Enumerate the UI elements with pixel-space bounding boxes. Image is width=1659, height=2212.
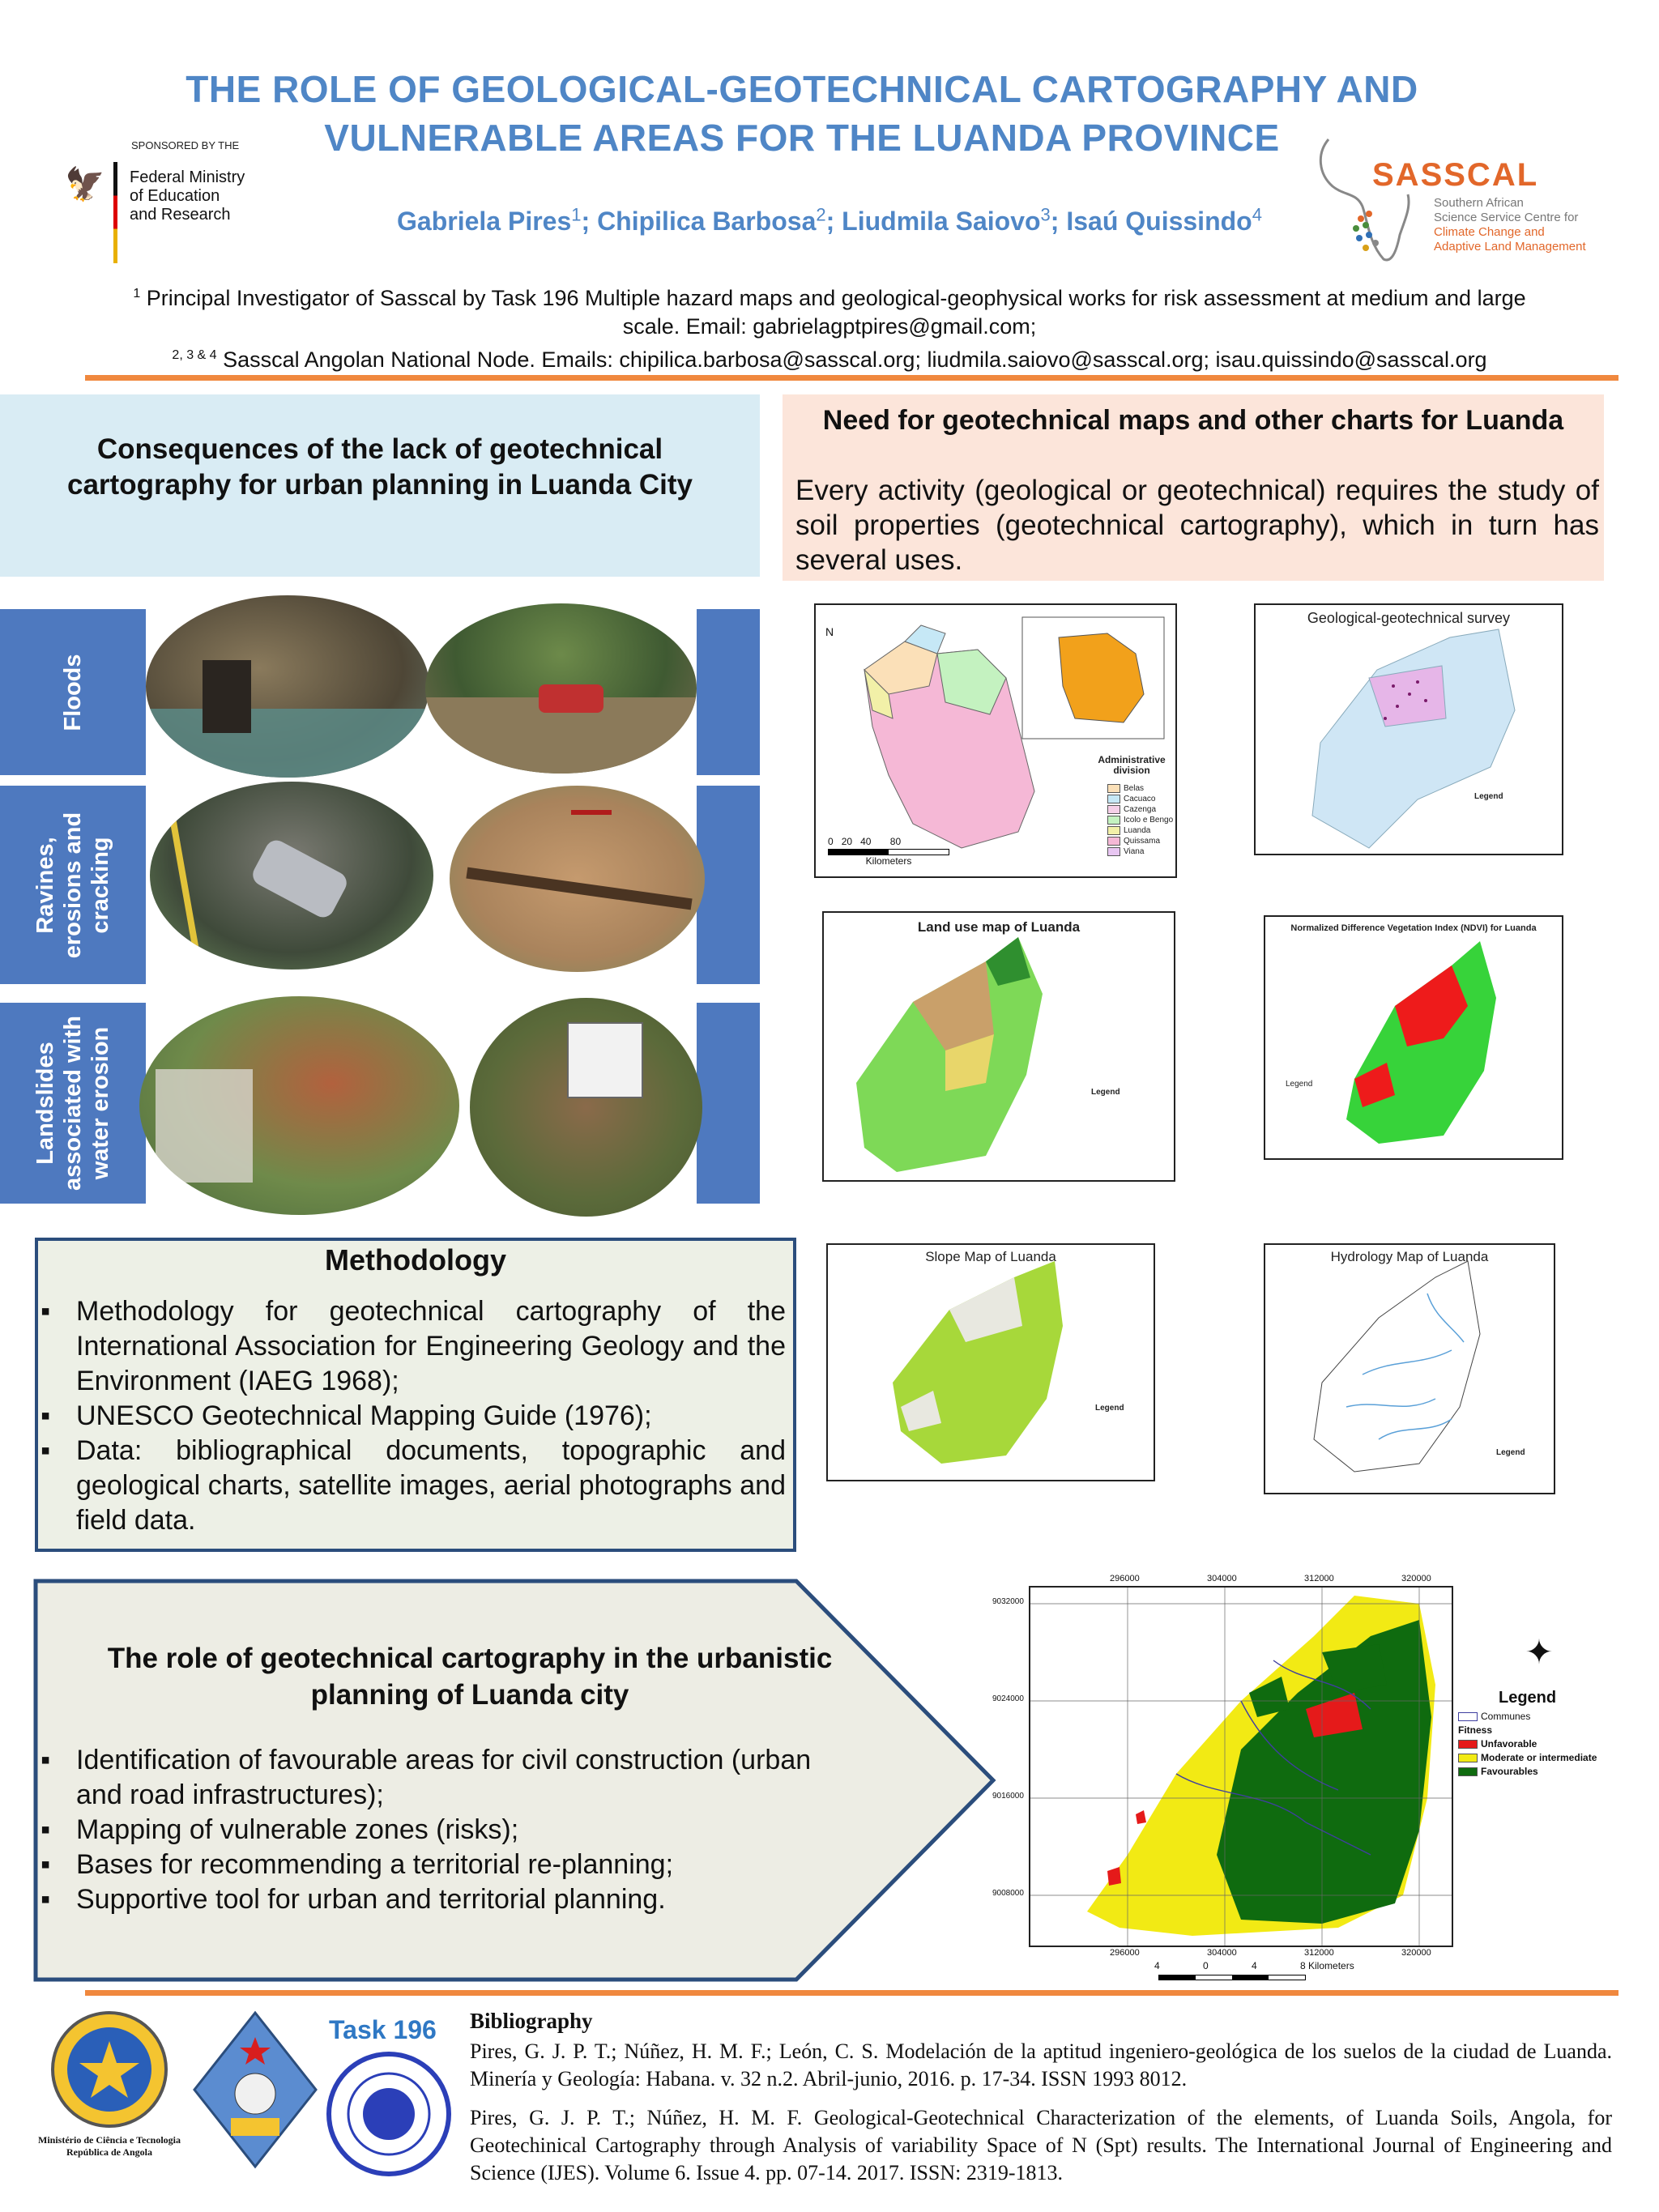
ndvi-legend: Legend [1286, 1080, 1313, 1089]
ndvi-title: Normalized Difference Vegetation Index (NDVI) for Luanda [1290, 923, 1537, 933]
methodology-item: ▪ Data: bibliographical documents, topographic and geological charts, satellite images, aerial photographs and field data. [41, 1434, 786, 1538]
fitness-legend: Legend Communes Fitness Unfavorable Moderate or intermediate Favourables [1458, 1689, 1597, 1777]
fitness-y-ticks: 9032000 9024000 9016000 9008000 [992, 1597, 1024, 1898]
africa-outline-icon [1312, 130, 1442, 267]
author-1: Gabriela Pires$^1$; [397, 204, 598, 236]
author-3: Liudmila Saiovo$^3$; [842, 204, 1067, 236]
geological-survey-map [1254, 603, 1563, 855]
role-title: The role of geotechnical cartography in the urbanistic planning of Luanda city [107, 1643, 833, 1711]
ravine-photo-1 [150, 782, 433, 970]
flood-photo-2 [425, 603, 697, 774]
bibliography-title: Bibliography [470, 2009, 593, 2033]
header-divider [85, 375, 1618, 381]
methodology-list [41, 1294, 786, 1538]
author-2: Chipilica Barbosa$^2$; [597, 204, 842, 236]
admin-legend: Belas Cacuaco Cazenga Icolo e Bengo Luanda Quissama Viana [1107, 783, 1173, 857]
bibliography-ref-2: Pires, G. J. P. T.; Núñez, H. M. F. Geological-Geotechnical Characterization of the elements, of Luanda Soils, Angola, for Geotechinical Cartography through Analysis of variability Space of N (Spt) results. The International Journal of Engineering and Science (IJES). Volume 6. Issue 4. pp. 07-14. 2017. ISSN: 2319-1813. [470, 2106, 1612, 2184]
sasscal-logo [1312, 130, 1636, 267]
federal-eagle-icon: 🦅 [65, 167, 105, 202]
role-item: ▪ Bases for recommending a territorial re-planning; [41, 1848, 851, 1882]
geological-survey-title: Geological-geotechnical survey [1307, 610, 1511, 626]
hazard-band-right [697, 1003, 760, 1204]
role-item: ▪ Mapping of vulnerable zones (risks); [41, 1813, 851, 1848]
ravine-photo-2 [450, 786, 705, 972]
sponsored-by-label: SPONSORED BY THE [131, 139, 240, 151]
hydrology-title: Hydrology Map of Luanda [1330, 1249, 1489, 1264]
methodology-item: ▪ UNESCO Geotechnical Mapping Guide (1976); [41, 1399, 786, 1434]
sasscal-subtitle: Southern African Science Service Centre for Climate Change and Adaptive Land Management [1434, 196, 1586, 254]
hazard-floods-label: Floods [0, 609, 146, 775]
title-line-2: VULNERABLE AREAS FOR THE LUANDA PROVINCE [324, 117, 1280, 159]
land-use-legend: Legend [1091, 1088, 1120, 1097]
ensino-logo [190, 2009, 320, 2171]
role-list [41, 1743, 851, 1917]
need-text: Every activity (geological or geotechnical) requires the study of soil properties (geotechnical cartography), which in turn has several uses. [795, 475, 1599, 576]
author-4: Isaú Quissindo$^4$ [1066, 204, 1262, 236]
sasscal-name: SASSCAL [1372, 157, 1539, 193]
flood-photo-1 [146, 595, 429, 778]
landslide-photo-1 [139, 996, 459, 1215]
fitness-map [1029, 1586, 1453, 1947]
geo-legend: Legend [1474, 792, 1503, 801]
slope-legend: Legend [1095, 1404, 1124, 1413]
ndvi-map [1264, 915, 1563, 1160]
need-title: Need for geotechnical maps and other charts for Luanda [822, 405, 1564, 436]
land-use-title: Land use map of Luanda [917, 919, 1081, 935]
hydrology-map [1264, 1243, 1555, 1494]
administrative-division-map [814, 603, 1177, 878]
role-item: ▪ Identification of favourable areas for civil construction (urban and road infrastructures); [41, 1743, 851, 1813]
north-arrow-icon: N [825, 625, 834, 638]
admin-scale-bar: 0 20 40 80 Kilometers [828, 836, 949, 867]
angola-ministry-logo [28, 2009, 190, 2163]
slope-title: Slope Map of Luanda [925, 1249, 1056, 1264]
methodology-title: Methodology [325, 1243, 506, 1276]
bibliography-ref-1: Pires, G. J. P. T.; Núñez, H. M. F.; León, C. S. Modelación de la aptitud ingeniero-geológica de los suelos de la ciudad de Luanda. Minería y Geología: Habana. v. 32 n.2. Abril-junio, 2016. p. 17-34. ISSN 1993 8012. [470, 2039, 1612, 2091]
landslide-photo-2 [470, 998, 702, 1217]
task-196-label: Task 196 [329, 2015, 437, 2044]
title-line-1: THE ROLE OF GEOLOGICAL-GEOTECHNICAL CARTOGRAPHY AND [186, 68, 1418, 110]
compass-rose-icon: ✦ [1525, 1633, 1554, 1671]
agostinho-neto-faculty-seal [324, 2049, 454, 2179]
slope-map [826, 1243, 1155, 1481]
affiliations: $^1$ Principal Investigator of Sasscal by Task 196 Multiple hazard maps and geological-geophysical works for risk assessment at medium and large scale. Email: gabrielagptpires@gmail.com; $^{2, 3 \& 4}$ Sasscal Angolan National Node. Emails: chipilica.barbosa@sasscal.org; liudmila.saiovo@sasscal.org; isau.quissindo@sasscal.org [133, 286, 1526, 372]
hydrology-legend: Legend [1496, 1448, 1525, 1457]
land-use-map [822, 911, 1175, 1182]
admin-legend-title: Administrative division [1098, 754, 1166, 776]
hazard-band-right [697, 786, 760, 984]
role-item: ▪ Supportive tool for urban and territorial planning. [41, 1882, 851, 1917]
hazard-ravines-label: Ravines, erosions and cracking [0, 786, 146, 984]
bmbf-text: Federal Ministry of Education and Research [130, 168, 245, 224]
ministry-caption: Ministério de Ciência e Tecnologia República de Angola [38, 2134, 181, 2158]
methodology-item: ▪ Methodology for geotechnical cartography of the International Association for Engineering Geology and the Environment (IAEG 1968); [41, 1294, 786, 1399]
consequences-title: Consequences of the lack of geotechnical cartography for urban planning in Luanda City [67, 433, 693, 501]
hazard-landslides-label: Landslides associated with water erosion [0, 1003, 146, 1204]
hazard-band-right [697, 609, 760, 775]
footer-divider [85, 1990, 1618, 1996]
